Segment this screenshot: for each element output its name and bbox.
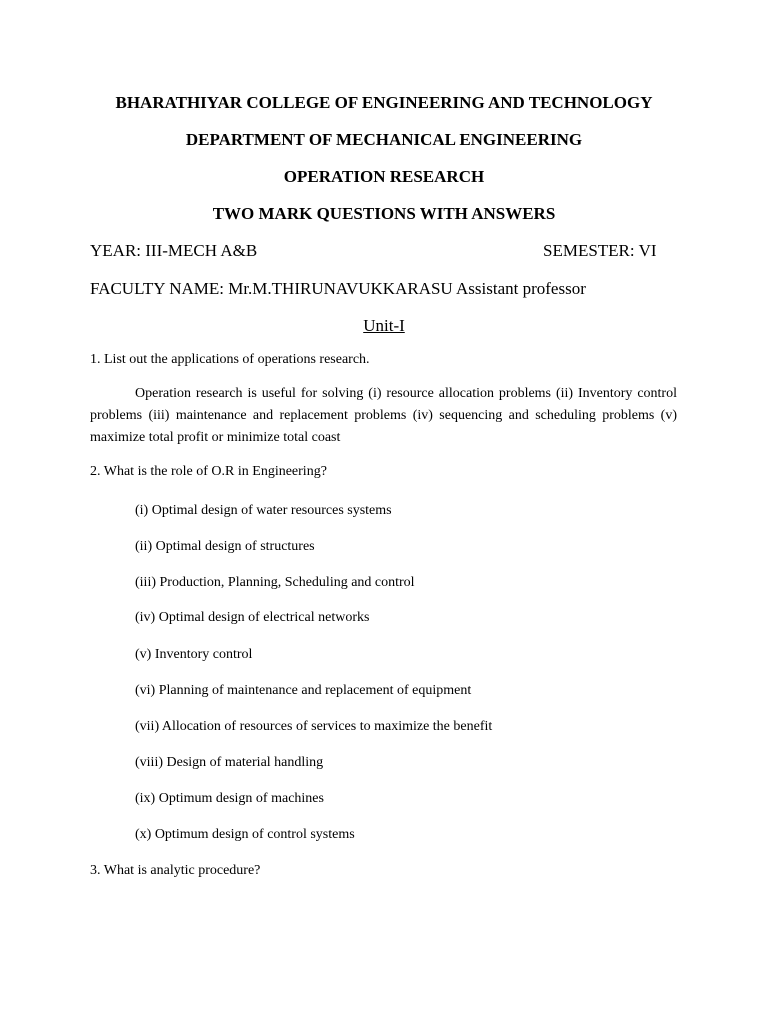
answer-2-item: (i) Optimal design of water resources systems (135, 503, 392, 518)
answer-2-item: (vi) Planning of maintenance and replacement of equipment (135, 683, 472, 698)
semester-label: SEMESTER: VI (543, 241, 657, 260)
document-type-title: TWO MARK QUESTIONS WITH ANSWERS (212, 204, 556, 223)
answer-2-item: (ii) Optimal design of structures (135, 539, 315, 554)
faculty-label: FACULTY NAME: Mr.M.THIRUNAVUKKARASU Assistant professor (90, 279, 586, 298)
question-2: 2. What is the role of O.R in Engineering? (90, 464, 327, 479)
unit-heading (0, 316, 768, 336)
answer-2-item: (x) Optimum design of control systems (135, 827, 355, 842)
answer-2-item: (vii) Allocation of resources of services to maximize the benefit (135, 719, 493, 734)
answer-2-item: (ix) Optimum design of machines (135, 791, 324, 806)
answer-2-item: (viii) Design of material handling (135, 755, 324, 770)
subject-title: OPERATION RESEARCH (283, 167, 485, 186)
answer-1: Operation research is useful for solving (i) resource allocation problems (ii) Inventory control problems (iii) maintenance and replacement problems (iv) sequencing and scheduling problems (v) maximize total profit or minimize total coast (90, 386, 677, 445)
unit-heading-text: Unit-I (363, 316, 405, 335)
answer-2-item: (iii) Production, Planning, Scheduling and control (135, 575, 415, 590)
year-label: YEAR: III-MECH A&B (90, 241, 258, 260)
answer-2-item: (iv) Optimal design of electrical networks (135, 610, 370, 625)
college-title: BHARATHIYAR COLLEGE OF ENGINEERING AND TECHNOLOGY (115, 93, 653, 112)
answer-2-item: (v) Inventory control (135, 647, 253, 662)
department-title: DEPARTMENT OF MECHANICAL ENGINEERING (185, 130, 583, 149)
question-3: 3. What is analytic procedure? (90, 863, 261, 878)
question-1: 1. List out the applications of operations research. (90, 352, 370, 367)
